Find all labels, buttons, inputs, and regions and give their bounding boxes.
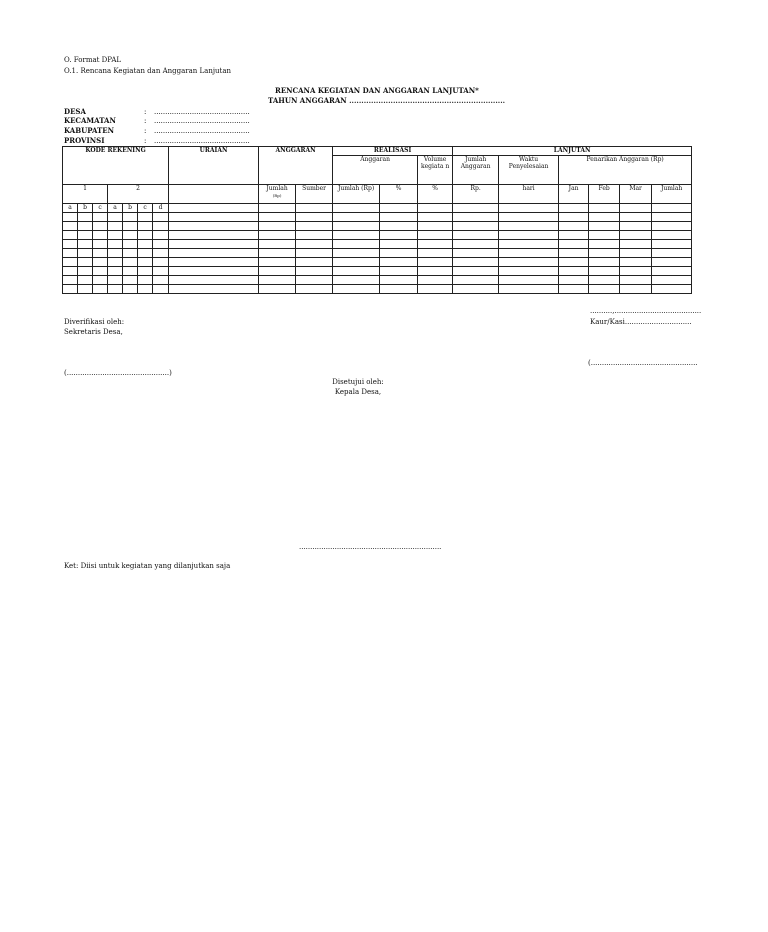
col-jumlah-label: Jumlah: [266, 185, 288, 192]
sekretaris-label: Sekretaris Desa,: [64, 328, 123, 336]
col-jan: Jan: [559, 185, 589, 204]
table-cell: [138, 240, 153, 249]
table-cell: [153, 222, 169, 231]
table-cell: [296, 231, 333, 240]
table-cell: [589, 276, 620, 285]
header-lanjutan: LANJUTAN: [453, 147, 692, 156]
table-cell: [123, 285, 138, 294]
table-cell: [108, 267, 123, 276]
table-cell: [259, 267, 296, 276]
table-cell: [153, 249, 169, 258]
table-cell: [453, 240, 499, 249]
header-waktu-penyelesaian: Waktu Penyelesaian: [499, 156, 559, 185]
table-cell: [138, 276, 153, 285]
table-cell: [153, 285, 169, 294]
col-jumlah: [259, 185, 296, 204]
table-row: [63, 267, 692, 276]
table-cell: [123, 267, 138, 276]
table-cell: [169, 249, 259, 258]
table-cell: [589, 231, 620, 240]
table-cell: [138, 213, 153, 222]
field-desa-value: ...........................................: [154, 108, 250, 116]
table-cell: [169, 231, 259, 240]
table-cell: [418, 240, 453, 249]
table-cell: [78, 231, 93, 240]
table-cell: [499, 240, 559, 249]
table-cell: [296, 276, 333, 285]
table-cell: [93, 222, 108, 231]
table-cell: [418, 258, 453, 267]
field-provinsi-label: PROVINSI: [64, 136, 105, 145]
table-cell: [78, 222, 93, 231]
table-cell: [589, 222, 620, 231]
table-cell: [259, 258, 296, 267]
header-volume-kegiatan: Volume kegiata n: [418, 156, 453, 185]
col-number-1: 1: [63, 185, 108, 204]
table-cell: [259, 276, 296, 285]
code-letter-c2: c: [138, 204, 153, 213]
code-letter-a1: a: [63, 204, 78, 213]
table-cell: [499, 249, 559, 258]
header-jumlah-anggaran: Jumlah Anggaran: [453, 156, 499, 185]
table-cell: [153, 231, 169, 240]
table-cell: [453, 249, 499, 258]
table-cell: [259, 222, 296, 231]
table-cell: [620, 276, 652, 285]
table-cell: [380, 213, 418, 222]
table-cell: [169, 285, 259, 294]
table-cell: [559, 285, 589, 294]
table-cell: [559, 222, 589, 231]
field-provinsi-value: ...........................................: [154, 137, 250, 145]
table-cell: [418, 231, 453, 240]
table-cell: [259, 213, 296, 222]
table-cell: [123, 249, 138, 258]
table-cell: [63, 222, 78, 231]
year-field: ................................................................: [349, 96, 506, 105]
col-mar: Mar: [620, 185, 652, 204]
table-cell: [589, 213, 620, 222]
table-cell: [333, 231, 380, 240]
table-cell: [169, 240, 259, 249]
code-letter-a2: a: [108, 204, 123, 213]
table-cell: [620, 222, 652, 231]
table-cell: [453, 285, 499, 294]
table-cell: [499, 231, 559, 240]
table-cell: [93, 285, 108, 294]
table-cell: [296, 213, 333, 222]
table-cell: [559, 258, 589, 267]
table-cell: [418, 213, 453, 222]
table-cell: [652, 258, 692, 267]
table-row: [63, 249, 692, 258]
table-row: [63, 285, 692, 294]
code-letter-d2: d: [153, 204, 169, 213]
table-cell: [499, 267, 559, 276]
year-label-text: TAHUN ANGGARAN: [268, 96, 347, 105]
table-cell: [259, 240, 296, 249]
table-cell: [453, 258, 499, 267]
verified-by-label: Diverifikasi oleh:: [64, 318, 125, 326]
document-title: RENCANA KEGIATAN DAN ANGGARAN LANJUTAN*: [275, 86, 479, 95]
table-cell: [93, 276, 108, 285]
footnote: Ket: Diisi untuk kegiatan yang dilanjutkan saja: [64, 562, 231, 570]
table-cell: [652, 231, 692, 240]
field-provinsi-colon: :: [144, 137, 147, 145]
table-row: [63, 222, 692, 231]
header-anggaran-sub: Anggaran: [333, 156, 418, 185]
field-kabupaten-colon: :: [144, 127, 147, 135]
code-letter-b2: b: [123, 204, 138, 213]
table-cell: [78, 213, 93, 222]
col-jumlah-total: Jumlah: [652, 185, 692, 204]
col-hari: hari: [499, 185, 559, 204]
table-cell: [108, 240, 123, 249]
table-cell: [499, 285, 559, 294]
table-cell: [453, 222, 499, 231]
table-cell: [620, 258, 652, 267]
table-cell: [108, 276, 123, 285]
table-cell: [453, 213, 499, 222]
kepala-label: Kepala Desa,: [334, 388, 382, 396]
table-cell: [499, 276, 559, 285]
table-cell: [169, 213, 259, 222]
table-cell: [108, 249, 123, 258]
table-cell: [296, 222, 333, 231]
table-cell: [296, 240, 333, 249]
table-cell: [333, 249, 380, 258]
table-cell: [78, 285, 93, 294]
field-kecamatan-colon: :: [144, 117, 147, 125]
col-jumlah-rp: Jumlah (Rp): [333, 185, 380, 204]
table-cell: [380, 231, 418, 240]
table-cell: [333, 258, 380, 267]
table-row: [63, 276, 692, 285]
table-cell: [559, 267, 589, 276]
field-kecamatan-value: ...........................................: [154, 117, 250, 125]
table-cell: [93, 249, 108, 258]
table-cell: [418, 222, 453, 231]
kaur-kasi-label: Kaur/Kasi..............................: [590, 318, 692, 326]
table-cell: [380, 222, 418, 231]
table-cell: [296, 258, 333, 267]
table-cell: [333, 213, 380, 222]
year-label: [268, 97, 505, 105]
table-cell: [333, 276, 380, 285]
table-row: [63, 240, 692, 249]
table-cell: [620, 231, 652, 240]
col-rp: Rp.: [453, 185, 499, 204]
table-cell: [63, 276, 78, 285]
col-percent-2: %: [418, 185, 453, 204]
table-cell: [138, 258, 153, 267]
field-desa-label: DESA: [64, 107, 86, 116]
table-cell: [559, 249, 589, 258]
table-cell: [93, 213, 108, 222]
table-cell: [333, 267, 380, 276]
table-cell: [589, 258, 620, 267]
table-cell: [138, 285, 153, 294]
table-cell: [169, 276, 259, 285]
table-cell: [652, 222, 692, 231]
table-cell: [418, 249, 453, 258]
header-kode-rekening: KODE REKENING: [63, 147, 169, 185]
budget-table: [62, 146, 692, 294]
table-cell: [169, 258, 259, 267]
table-cell: [153, 240, 169, 249]
table-cell: [499, 222, 559, 231]
table-cell: [559, 231, 589, 240]
table-cell: [108, 222, 123, 231]
table-cell: [652, 267, 692, 276]
table-row: [63, 231, 692, 240]
table-cell: [63, 249, 78, 258]
table-cell: [169, 222, 259, 231]
table-cell: [259, 285, 296, 294]
table-cell: [93, 240, 108, 249]
table-cell: [108, 231, 123, 240]
table-cell: [138, 222, 153, 231]
table-cell: [652, 249, 692, 258]
table-cell: [418, 276, 453, 285]
table-cell: [63, 267, 78, 276]
table-cell: [123, 240, 138, 249]
header-anggaran: ANGGARAN: [259, 147, 333, 185]
table-cell: [153, 276, 169, 285]
table-cell: [380, 258, 418, 267]
table-cell: [296, 267, 333, 276]
col-uraian-blank: [169, 185, 259, 204]
table-cell: [108, 285, 123, 294]
table-cell: [138, 231, 153, 240]
table-cell: [589, 240, 620, 249]
table-cell: [93, 231, 108, 240]
code-letter-b1: b: [78, 204, 93, 213]
table-cell: [559, 213, 589, 222]
table-cell: [78, 240, 93, 249]
table-cell: [589, 285, 620, 294]
table-cell: [620, 267, 652, 276]
table-cell: [380, 267, 418, 276]
table-cell: [259, 249, 296, 258]
table-cell: [153, 213, 169, 222]
table-cell: [453, 276, 499, 285]
table-cell: [453, 267, 499, 276]
table-cell: [652, 213, 692, 222]
table-row: [63, 213, 692, 222]
table-cell: [380, 249, 418, 258]
table-cell: [559, 240, 589, 249]
table-cell: [589, 249, 620, 258]
table-cell: [63, 285, 78, 294]
code-letter-c1: c: [93, 204, 108, 213]
table-cell: [652, 240, 692, 249]
field-kecamatan-label: KECAMATAN: [64, 116, 116, 125]
table-cell: [138, 267, 153, 276]
table-cell: [380, 276, 418, 285]
table-cell: [169, 267, 259, 276]
table-cell: [93, 258, 108, 267]
sekretaris-name-field: (..............................................): [64, 369, 172, 377]
table-cell: [123, 213, 138, 222]
table-cell: [333, 240, 380, 249]
table-cell: [123, 231, 138, 240]
table-cell: [296, 285, 333, 294]
approved-by-label: Disetujui oleh:: [332, 378, 384, 386]
table-cell: [108, 258, 123, 267]
subtitle-label: O.1. Rencana Kegiatan dan Anggaran Lanjutan: [64, 67, 232, 75]
table-cell: [296, 249, 333, 258]
table-cell: [589, 267, 620, 276]
col-feb: Feb: [589, 185, 620, 204]
table-cell: [78, 276, 93, 285]
table-cell: [380, 285, 418, 294]
col-jumlah-rp: (Rp): [272, 193, 282, 198]
table-cell: [63, 258, 78, 267]
table-cell: [259, 231, 296, 240]
col-percent-1: %: [380, 185, 418, 204]
table-cell: [499, 258, 559, 267]
header-penarikan-anggaran: Penarikan Anggaran (Rp): [559, 156, 692, 185]
field-kabupaten-label: KABUPATEN: [64, 126, 114, 135]
table-cell: [153, 258, 169, 267]
table-cell: [63, 213, 78, 222]
table-cell: [620, 285, 652, 294]
table-cell: [620, 240, 652, 249]
table-cell: [108, 213, 123, 222]
header-realisasi: REALISASI: [333, 147, 453, 156]
table-cell: [153, 267, 169, 276]
table-cell: [123, 276, 138, 285]
kaur-name-field: (................................................: [588, 359, 698, 367]
table-cell: [380, 240, 418, 249]
table-cell: [620, 213, 652, 222]
table-cell: [78, 258, 93, 267]
table-cell: [78, 267, 93, 276]
table-cell: [63, 240, 78, 249]
table-cell: [559, 276, 589, 285]
format-label: O. Format DPAL: [64, 56, 122, 64]
table-cell: [499, 213, 559, 222]
place-date-field: ..........,.......................................: [590, 307, 702, 315]
col-sumber: Sumber: [296, 185, 333, 204]
table-cell: [333, 222, 380, 231]
table-cell: [63, 231, 78, 240]
table-cell: [418, 267, 453, 276]
table-cell: [333, 285, 380, 294]
field-desa-colon: :: [144, 108, 147, 116]
field-kabupaten-value: ...........................................: [154, 127, 250, 135]
table-cell: [453, 231, 499, 240]
table-cell: [620, 249, 652, 258]
table-cell: [123, 258, 138, 267]
table-row: [63, 258, 692, 267]
kepala-name-field: ................................................................: [299, 543, 442, 551]
header-uraian: URAIAN: [169, 147, 259, 185]
table-cell: [138, 249, 153, 258]
col-number-2: 2: [108, 185, 169, 204]
table-cell: [652, 276, 692, 285]
table-cell: [123, 222, 138, 231]
table-cell: [78, 249, 93, 258]
table-cell: [418, 285, 453, 294]
empty-rows: [63, 213, 692, 294]
table-cell: [93, 267, 108, 276]
table-cell: [652, 285, 692, 294]
